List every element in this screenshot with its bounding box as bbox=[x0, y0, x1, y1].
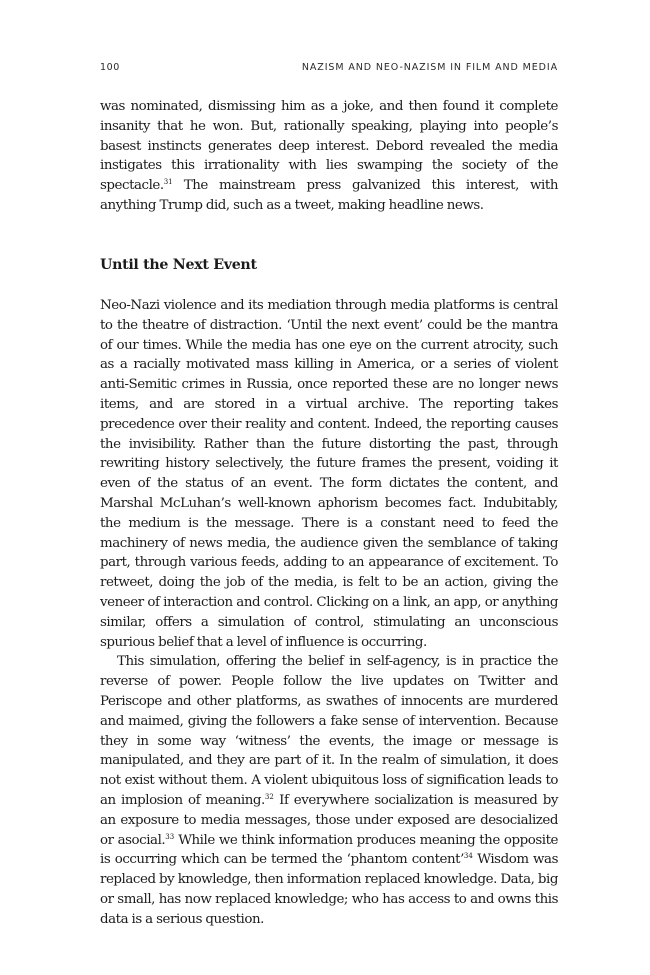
paragraph-2-part-c: While we think information produces meaning the opposite is occurring which can be termed the ‘phantom content’ bbox=[100, 832, 558, 868]
paragraph-2-part-a: This simulation, offering the belief in self-agency, is in practice the reverse of power. People follow the live updates on Twitter and Periscope and other platforms, as swathes of innocents are murdered and maimed, giving the followers a fake sense of intervention. Because they in some way ‘witness’ the events, the image or message is manipulated, and they are part of it. In the realm of simulation, it does not exist without them. A violent ubiquitous loss of signification leads to an implosion of meaning. bbox=[100, 654, 558, 808]
running-head bbox=[100, 62, 558, 76]
intro-paragraph bbox=[100, 97, 558, 216]
footnote-ref-31: 31 bbox=[163, 178, 173, 187]
section-body bbox=[100, 296, 558, 930]
footnote-ref-33: 33 bbox=[165, 832, 175, 841]
running-title: NAZISM AND NEO-NAZISM IN FILM AND MEDIA bbox=[301, 62, 558, 73]
paragraph-1: Neo-Nazi violence and its mediation through media platforms is central to the theatre of distraction. ‘Until the next event’ could be the mantra of our times. While the media has one eye on the current atrocity, such as a racially motivated mass killing in America, or a series of violent anti-Semitic crimes in Russia, once reported these are no longer news items, and are stored in a virtual archive. The reporting takes precedence over their reality and content. Indeed, the reporting causes the invisibility. Rather than the future distorting the past, through rewriting history selectively, the future frames the present, voiding it even of the status of an event. The form dictates the content, and Marshal McLuhan’s well-known aphorism becomes fact. Indubitably, the medium is the message. There is a constant need to feed the machinery of news media, the audience given the semblance of taking part, through various feeds, adding to an appearance of excitement. To retweet, doing the job of the media, is felt to be an action, giving the veneer of interaction and control. Clicking on a link, an app, or anything similar, offers a simulation of control, stimulating an unconscious spurious belief that a level of influence is occurring. bbox=[100, 298, 558, 650]
footnote-ref-34: 34 bbox=[463, 852, 473, 861]
paragraph-2-part-d: Wisdom was replaced by knowledge, then information replaced knowledge. Data, big or small, has now replaced knowledge; who has access to and owns this data is a serious question. bbox=[100, 852, 558, 927]
paragraph-2-part-b: If everywhere socialization is measured by an exposure to media messages, those under exposed are desocialized or asocial. bbox=[100, 792, 558, 848]
intro-text-after: The mainstream press galvanized this interest, with anything Trump did, such as a tweet, making headline news. bbox=[100, 178, 558, 213]
intro-text: was nominated, dismissing him as a joke, and then found it complete insanity that he won. But, rationally speaking, playing into people’s basest instincts generates deep interest. Debord revealed the media instigates this irrationality with lies swamping the society of the spectacle. bbox=[100, 99, 558, 194]
footnote-ref-32: 32 bbox=[264, 792, 274, 801]
section-heading: Until the Next Event bbox=[100, 257, 257, 273]
intro-block bbox=[100, 97, 558, 216]
page-number: 100 bbox=[100, 62, 120, 73]
paragraph-2 bbox=[100, 652, 558, 929]
